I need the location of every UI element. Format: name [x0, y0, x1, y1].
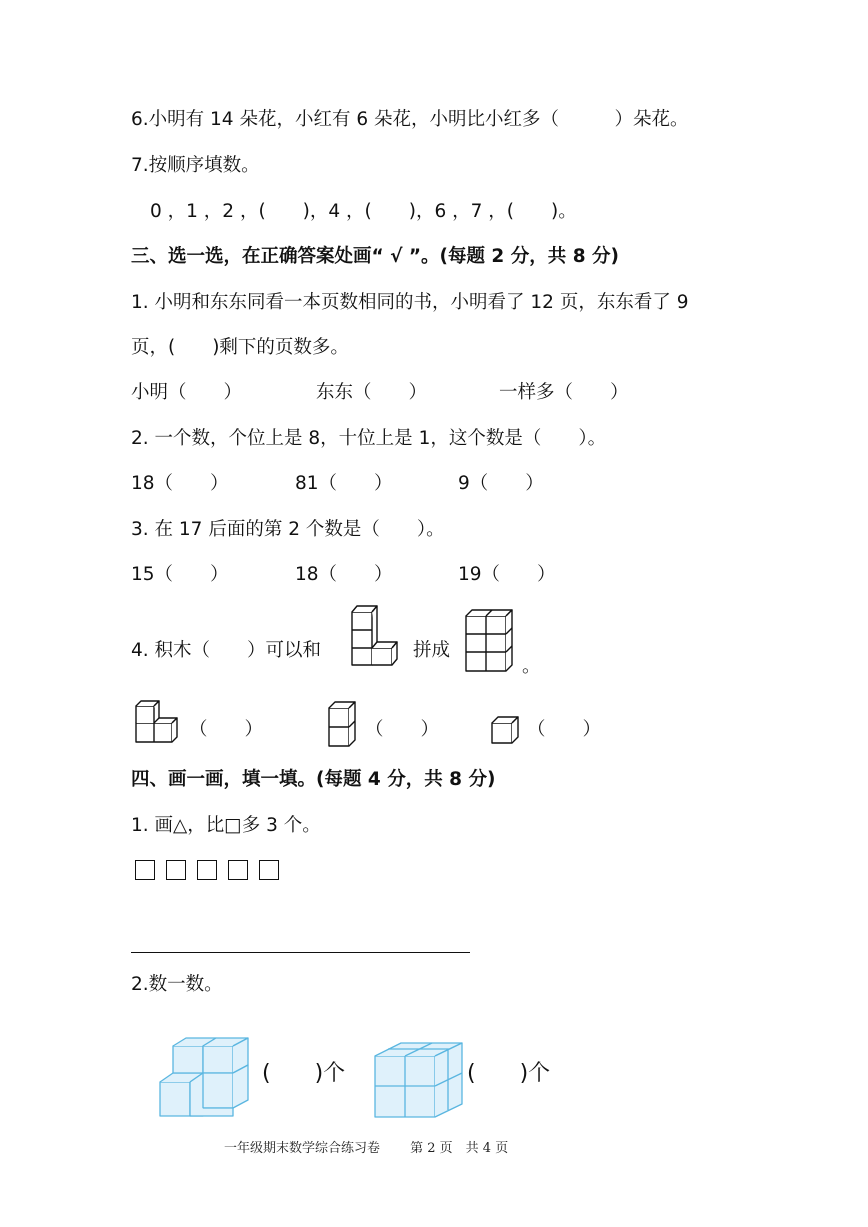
single-block-icon [491, 716, 521, 744]
s4-question-1: 1. 画△，比□多 3 个。 [131, 815, 321, 836]
s3-q3-option-3: 19（ ） [458, 564, 556, 585]
six-blocks-icon [465, 608, 515, 672]
s3-question-3: 3. 在 17 后面的第 2 个数是（ ）。 [131, 519, 445, 540]
answer-line[interactable] [131, 952, 470, 953]
s3-q4-option-2-blank: （ ） [365, 719, 440, 740]
l-shaped-blocks-icon [351, 604, 399, 666]
s3-question-1-line-2: 页，( )剩下的页数多。 [131, 337, 349, 358]
question-6: 6.小明有 14 朵花，小红有 6 朵花，小明比小红多（ ）朵花。 [131, 109, 689, 130]
empty-square [228, 860, 248, 880]
blue-cubes-figure-2 [374, 1042, 464, 1118]
blue-cubes-figure-1 [159, 1037, 251, 1117]
question-7-sequence: 0 ，1 ，2 ，( )，4 ，( )，6 ，7 ，( )。 [150, 201, 577, 222]
s3-q2-option-2: 81（ ） [295, 473, 393, 494]
empty-square [259, 860, 279, 880]
s3-q4-option-3-blank: （ ） [527, 719, 602, 740]
s4-question-2: 2.数一数。 [131, 974, 223, 995]
s3-question-1-line-1: 1. 小明和东东同看一本页数相同的书，小明看了 12 页，东东看了 9 [131, 292, 689, 313]
empty-square [197, 860, 217, 880]
page-footer: 一年级期末数学综合练习卷 第 2 页 共 4 页 [224, 1141, 509, 1156]
empty-square [166, 860, 186, 880]
s3-q1-option-2: 东东（ ） [316, 382, 428, 403]
s3-question-4-middle: 拼成 [413, 640, 451, 661]
s3-q3-option-1: 15（ ） [131, 564, 229, 585]
s3-q1-option-3: 一样多（ ） [499, 382, 629, 403]
three-blocks-icon [135, 699, 181, 743]
s3-q2-option-3: 9（ ） [458, 473, 544, 494]
s3-q3-option-2: 18（ ） [295, 564, 393, 585]
s4-q2-answer-2: ( )个 [467, 1061, 551, 1086]
empty-square [135, 860, 155, 880]
s3-q1-option-1: 小明（ ） [131, 382, 243, 403]
question-7: 7.按顺序填数。 [131, 155, 260, 176]
s4-q2-answer-1: ( )个 [262, 1061, 346, 1086]
s3-question-4-prefix: 4. 积木（ ）可以和 [131, 640, 322, 661]
section-3-title: 三、选一选，在正确答案处画“ √ ”。(每题 2 分，共 8 分) [131, 246, 619, 267]
two-stacked-blocks-icon [328, 701, 358, 747]
s3-q4-option-1-blank: （ ） [189, 719, 264, 740]
section-4-title: 四、画一画，填一填。(每题 4 分，共 8 分) [131, 769, 496, 790]
s3-q2-option-1: 18（ ） [131, 473, 229, 494]
s3-question-2: 2. 一个数，个位上是 8，十位上是 1，这个数是（ ）。 [131, 428, 607, 449]
s3-question-4-period: 。 [522, 656, 541, 677]
